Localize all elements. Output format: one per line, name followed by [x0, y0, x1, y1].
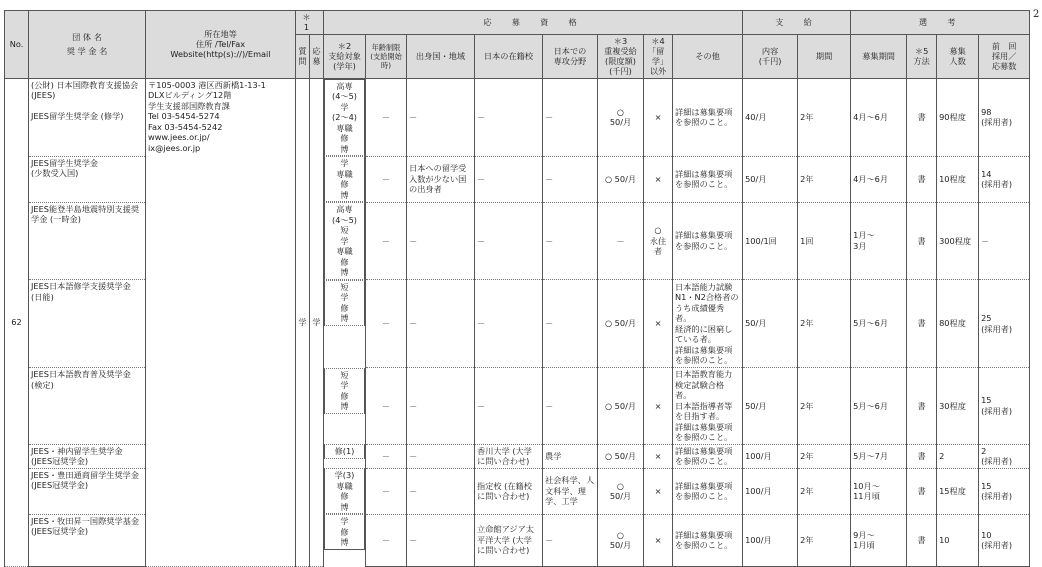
duplicate: ○ 50/月	[598, 444, 644, 468]
origin: －	[407, 78, 475, 156]
origin: 日本への留学受入数が少ない国の出身者	[407, 156, 475, 202]
other: 詳細は募集要項を参照のこと。	[673, 514, 743, 566]
previous: －	[979, 202, 1030, 280]
target-grade: 短 学 修 博	[324, 280, 365, 326]
non-student: ×	[644, 468, 673, 514]
pay-period: 1回	[798, 202, 851, 280]
recruit-count: 90程度	[937, 78, 979, 156]
recruit-period: 5月～6月	[851, 368, 907, 445]
header-target-grade: ＊2 支給対象 (学年)	[324, 34, 366, 78]
target-grade: 高専 (4～5) 短 学 専職 修 博	[324, 202, 365, 280]
non-student: ×	[644, 444, 673, 468]
previous: 25 (採用者)	[979, 280, 1030, 368]
pay-amount: 50/月	[743, 368, 798, 445]
recruit-count: 300程度	[937, 202, 979, 280]
header-payment: 支 給	[743, 11, 851, 35]
pay-period: 2年	[798, 280, 851, 368]
non-student: ○ 永住者	[644, 202, 673, 280]
scholarship-name: JEES能登半島地震特別支援奨学金 (一時金)	[29, 202, 146, 280]
header-other: その他	[673, 34, 743, 78]
field: －	[543, 78, 598, 156]
recruit-count: 10程度	[937, 156, 979, 202]
header-age-limit: 年齢制限 (支給開始時)	[366, 34, 407, 78]
pay-amount: 100/月	[743, 514, 798, 566]
school: －	[475, 368, 543, 445]
duplicate: ○ 50/月	[598, 156, 644, 202]
origin: －	[407, 444, 475, 468]
other: 詳細は募集要項を参照のこと。	[673, 156, 743, 202]
origin: －	[407, 280, 475, 368]
header-requirements: 応 募 資 格	[324, 11, 743, 35]
method: 書	[907, 468, 937, 514]
method: 書	[907, 156, 937, 202]
pay-period: 2年	[798, 514, 851, 566]
header-school: 日本の在籍校	[475, 34, 543, 78]
duplicate: ○ 50/月	[598, 78, 644, 156]
pay-period: 2年	[798, 368, 851, 445]
header-org-scholarship	[29, 11, 146, 79]
header-pay-amount: 内容 (千円)	[743, 34, 798, 78]
header-no: No.	[5, 11, 29, 79]
recruit-period: 5月～6月	[851, 280, 907, 368]
field: －	[543, 368, 598, 445]
duplicate: ○ 50/月	[598, 514, 644, 566]
recruit-count: 10	[937, 514, 979, 566]
field: 農学	[543, 444, 598, 468]
pay-period: 2年	[798, 444, 851, 468]
non-student: ×	[644, 156, 673, 202]
origin: －	[407, 202, 475, 280]
age-limit: －	[366, 368, 407, 445]
scholarship-name: JEES・牧田昇一国際奨学基金 (JEES冠奨学金)	[29, 514, 146, 566]
pay-amount: 100/月	[743, 468, 798, 514]
school: 指定校 (在籍校に問い合わせ)	[475, 468, 543, 514]
table-row	[5, 78, 1030, 156]
school: 香川大学 (大学に問い合わせ)	[475, 444, 543, 468]
header-selection: 選 考	[851, 11, 1030, 35]
pay-amount: 100/月	[743, 444, 798, 468]
header-star1: ＊1	[296, 11, 324, 35]
header-scholarship-name: 奨 学 金 名	[66, 46, 108, 57]
header-apply: 応 募	[310, 34, 324, 78]
method: 書	[907, 444, 937, 468]
previous: 14 (採用者)	[979, 156, 1030, 202]
scholarship-name: JEES・神内留学生奨学金 (JEES冠奨学金)	[29, 444, 146, 468]
recruit-count: 15程度	[937, 468, 979, 514]
header-pay-period: 期間	[798, 34, 851, 78]
header-field: 日本での 専攻分野	[543, 34, 598, 78]
header-duplicate: ＊3 重複受給 (限度額) (千円)	[598, 34, 644, 78]
entry-apply: 学	[310, 78, 324, 566]
other: 詳細は募集要項を参照のこと。	[673, 444, 743, 468]
other: 詳細は募集要項を参照のこと。	[673, 468, 743, 514]
previous: 15 (採用者)	[979, 468, 1030, 514]
origin: －	[407, 514, 475, 566]
target-grade: 修(1)	[324, 444, 365, 459]
scholarship-name: (公財) 日本国際教育支援協会 (JEES) JEES留学生奨学金 (修学)	[29, 78, 146, 156]
target-grade: 高専 (4～5) 学 (2～4) 専職 修 博	[324, 79, 365, 157]
previous: 2 (採用者)	[979, 444, 1030, 468]
duplicate: ○ 50/月	[598, 368, 644, 445]
origin: －	[407, 468, 475, 514]
other: 詳細は募集要項を参照のこと。	[673, 202, 743, 280]
school: －	[475, 202, 543, 280]
header-origin: 出身国・地域	[407, 34, 475, 78]
other: 詳細は募集要項を参照のこと。	[673, 78, 743, 156]
field: －	[543, 280, 598, 368]
recruit-count: 2	[937, 444, 979, 468]
method: 書	[907, 78, 937, 156]
entry-address: 〒105-0003 港区西新橋1-13-1 DLXビルディング12階 学生支援部国際教育課 Tel 03-5454-5274 Fax 03-5454-5242 www.jees.or.jp/ ix@jees.or.jp	[146, 78, 296, 566]
target-grade: 短 学 修 博	[324, 368, 365, 414]
header-non-student: ＊4 ｢留学｣ 以外	[644, 34, 673, 78]
header-address: 所在地等 住所 /Tel/Fax Website(http(s)://)/Email	[146, 11, 296, 79]
non-student: ×	[644, 78, 673, 156]
target-grade: 学 専職 修 博	[324, 156, 365, 202]
school: 立命館アジア太平洋大学 (大学に問い合わせ)	[475, 514, 543, 566]
scholarship-name: JEES日本語修学支援奨学金 (日能)	[29, 280, 146, 368]
duplicate: ○ 50/月	[598, 468, 644, 514]
header-previous: 前 回 採用／ 応募数	[979, 34, 1030, 78]
duplicate: ○ 50/月	[598, 280, 644, 368]
method: 書	[907, 280, 937, 368]
pay-amount: 50/月	[743, 156, 798, 202]
origin: －	[407, 368, 475, 445]
age-limit: －	[366, 280, 407, 368]
pay-amount: 40/月	[743, 78, 798, 156]
recruit-period: 10月～ 11月頃	[851, 468, 907, 514]
age-limit: －	[366, 468, 407, 514]
header-recruit-period: 募集期間	[851, 34, 907, 78]
non-student: ×	[644, 280, 673, 368]
school: －	[475, 280, 543, 368]
recruit-period: 9月～ 1月頃	[851, 514, 907, 566]
field: －	[543, 514, 598, 566]
method: 書	[907, 368, 937, 445]
recruit-count: 30程度	[937, 368, 979, 445]
recruit-period: 4月～6月	[851, 156, 907, 202]
header-org-name: 団 体 名	[72, 32, 102, 42]
page-number: 2	[1033, 9, 1040, 20]
table-body	[5, 78, 1030, 566]
header-question: 質 問	[296, 34, 310, 78]
recruit-count: 80程度	[937, 280, 979, 368]
duplicate: －	[598, 202, 644, 280]
target-grade: 学 修 博	[324, 514, 365, 550]
header-method: ＊5 方法	[907, 34, 937, 78]
scholarship-name: JEES・豊田通商留学生奨学金 (JEES冠奨学金)	[29, 468, 146, 514]
school: －	[475, 78, 543, 156]
scholarship-table	[4, 10, 1030, 567]
target-grade: 学(3) 専職 修 博	[324, 468, 365, 514]
previous: 98 (採用者)	[979, 78, 1030, 156]
header-recruit-count: 募集 人数	[937, 34, 979, 78]
age-limit: －	[366, 156, 407, 202]
previous: 10 (採用者)	[979, 514, 1030, 566]
entry-no: 62	[5, 78, 29, 566]
pay-amount: 100/1回	[743, 202, 798, 280]
recruit-period: 5月～7月	[851, 444, 907, 468]
entry-question: 学	[296, 78, 310, 566]
scholarship-name: JEES日本語教育普及奨学金 (検定)	[29, 368, 146, 445]
pay-period: 2年	[798, 78, 851, 156]
pay-amount: 50/月	[743, 280, 798, 368]
scholarship-name: JEES留学生奨学金 (少数受入国)	[29, 156, 146, 202]
pay-period: 2年	[798, 468, 851, 514]
field: －	[543, 202, 598, 280]
recruit-period: 1月～ 3月	[851, 202, 907, 280]
age-limit: －	[366, 444, 407, 468]
school: －	[475, 156, 543, 202]
age-limit: －	[366, 202, 407, 280]
method: 書	[907, 202, 937, 280]
method: 書	[907, 514, 937, 566]
non-student: ×	[644, 368, 673, 445]
field: －	[543, 156, 598, 202]
non-student: ×	[644, 514, 673, 566]
recruit-period: 4月～6月	[851, 78, 907, 156]
other: 日本語能力試験N1・N2合格者のうち成績優秀者。 経済的に困窮している者。 詳細は募集要項を参照のこと。	[673, 280, 743, 368]
previous: 15 (採用者)	[979, 368, 1030, 445]
age-limit: －	[366, 78, 407, 156]
pay-period: 2年	[798, 156, 851, 202]
field: 社会科学、人文科学、理学、工学	[543, 468, 598, 514]
other: 日本語教育能力検定試験合格者。 日本語指導者等を目指す者。 詳細は募集要項を参照のこと。	[673, 368, 743, 445]
age-limit: －	[366, 514, 407, 566]
